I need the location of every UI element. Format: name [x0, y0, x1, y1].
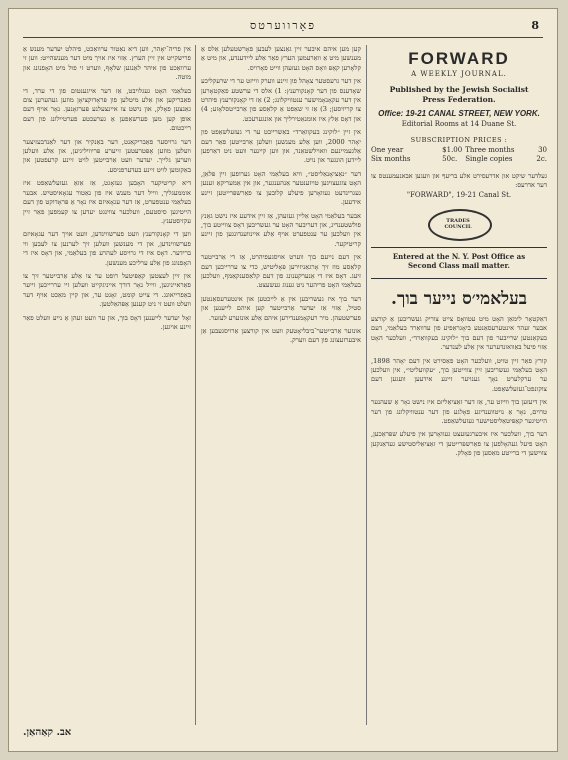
masthead-subtitle: A WEEKLY JOURNAL. [411, 70, 507, 78]
publisher-info [371, 85, 547, 105]
article-title: בעלאמי׳ס נייער בוך. [391, 289, 527, 309]
middle-paragraph: דער בוך איז געשריבען אין אַ לייכטען און אינטערעסאַנטען סטיל, אַזוי אַז יעדער אַרבייטער קען איהם לייענען און פערשטעהן. מיר רעקאָמענדירען איהם אַלע אונזערע לעזער. [201, 294, 361, 322]
union-label-seal [428, 209, 490, 239]
divider [371, 278, 547, 279]
right-column [371, 45, 547, 745]
author-signature: אב. קאַהאַן. [23, 727, 72, 738]
left-column [23, 45, 191, 725]
article-paragraph: דאַקטאָר לימאַן האָט מיט עטוואָס צייט צוריק געשריבען אַ קורצע אבער זעהר אינטערעסאַנטע ביאָגראַפיע פון עדוואַרד בעלאַמי, דעם בעקאַנטען שרייבער פון דעם בוך ״לוקינג בעקוואַרד״, וועלכער האָט אַזוי פיעל באַוואונדערער אין אַלע לענדער. [371, 315, 547, 352]
running-title: פאָרווערטס [250, 19, 316, 32]
middle-paragraph: קען מען איהם איבער זיין גאַנצען לעבען פאָרשטעלען אַלס אַ מענשען מיט אַ וואַרעמען הערץ פאַר אַלע ליידענדע, און מיט אַ קלאָרען קאָפּ וואָס האָט געזעהן ווייט פאָרויס. [201, 45, 361, 72]
price-value: 50c. [442, 155, 458, 163]
left-paragraph: דער גרויסער פאַבריקאַנט, דער באַנקיר און דער לאַנדבעזיצער וועלען מוזען אָפּטרעטען זייערע פּריוויליגיען, און אַלע וועלען ווערען גלייך. יעדער וועט אַרבייטען לויט זיינע קרעפטען און באַקומען לויט זיינע בעדערפניסע. [23, 137, 191, 174]
price-label: Three months [465, 146, 515, 154]
forward-address: "FORWARD", 19-21 Canal St. [406, 191, 512, 199]
left-paragraph: דיא קריטיקער האָבען געזאָגט, אַז אַזאַ געזעלשאַפט איז אוממעגליך, ווייל דער מענש איז פון נאַטור עגאָאיסטיש. אבער בעלאַמי ענטפערט, אַז דער עגאָאיזם איז נאָר אַ פּראָדוקט פון דעם הייטיגען סיסטעם, וועלכער צווינגט יעדען צו קעמפען פאַר זיין עקזיסטענץ. [23, 179, 191, 225]
price-label: Six months [371, 155, 411, 163]
article-paragraph: קורץ פאַר זיין טויט, וועלכער האָט פאַסירט אין דעם יאָהר 1898, האָט בעלאַמי געשריבען זיין צווייטען בוך, ״עקוועליטי״, אין וועלכען ער ערקלערט נאָך גענויער זיינע אידעען וועגען דעם צוקונפט־געזעלשאַפט. [371, 356, 547, 393]
middle-paragraph: אין דעם נייעם בוך ווערט אויסגעפיהרט, אַז די אַרבייטער קלאַסע מוז זיך אָרגאַניזירען פּאָליטיש, כדי צו עררייכען דעם זיעג. דאָס איז די אַנערקענונג פון דעם קלאַסענקאַמף, וועלכען בעלאַמי האָט פריהער ניט גענוג געשעצט. [201, 253, 361, 290]
publisher-line: Published by the Jewish Socialist [389, 85, 529, 94]
publisher-line: Press Federation. [422, 95, 496, 104]
article-paragraph: אין דיעזען בוך ווייזט ער, אַז דער זאַציאַליזם איז נישט נאָר אַ שעהנער טרוים, נאָר אַ נויטווענדיגע פאָלגע פון דער ענטוויקלונג פון דער הייטיגער קאַפּיטאַליסטישער געזעלשאַפט. [371, 398, 547, 426]
article-paragraph: דער בוך, וועלכער איז איבערגעזעצט געוואָרען אין פיעלע שפּראַכען, האָט פיעל געהאָלפען צו פאַרשפּרייטען די זאַציאַליסטישע געדאַנקען צווישען די ברייטע מאַסען פון פאָלק. [371, 430, 547, 458]
page-header [23, 15, 543, 38]
middle-paragraph: אין דער גרעסטער צאָהל פון זיינע ווערק ווייזט ער די שרעקליכע שאָדענס פון דער קאָנקורענץ: 1) אלס די ערשטע פאַקטאָרען אין דער עקאָנאָמישער ענטוויקלונג; 2) אַז די קאָנקורענץ פיהרט צו קריזיסען; 3) אַז זי שאַפט אַ קלאַסע פון אַרבייטסלאָזע; 4) און דאָס אַלץ איז אומנאַטירליך און אונגערעכט. [201, 77, 361, 123]
subscription-prices [371, 146, 547, 164]
middle-paragraph: דער ״נאַציאָנאַליסט״, וויא בעלאַמי האָט גערופען זיין פּלאַן, האָט צוגעצויגען טויזענטער אַנהענגער, און אין אַמעריקאַ זענען געגרינדעט געוואָרען פיעלע קלובען צו פאַרשפּרייטען זיינע אידעען. [201, 169, 361, 207]
postal-entry-line: Entered at the N. Y. Post Office as [392, 252, 526, 261]
page-number: 8 [531, 19, 539, 32]
editorial-rooms: Editorial Rooms at 14 Duane St. [401, 120, 517, 128]
subscription-heading: SUBSCRIPTION PRICES : [410, 136, 508, 144]
price-value: $1.00 [442, 146, 463, 154]
price-label: One year [371, 146, 404, 154]
postal-entry [371, 252, 547, 270]
left-paragraph: אין פריה־יאָהר, ווען דיא נאַטור ערוואַכט, פיהלט יעדער מענש אַ פרישקייט אין זיין הערץ. אַזוי איז אויך מיט דער מענשהייט: ווען זי ערוואַכט פון איהר לאַנגען שלאָף, ווערט זי פול מיט האָפנונג און מוטה. [23, 45, 191, 82]
middle-paragraph: אבער בעלאַמי האָט אַליין געזעהן, אַז זיין אידעע איז נישט גאַנץ פולשטענדיג, און דעריבער האָט ער געשריבען דאָס צווייטע בוך, אין וועלכען ער ענטפערט אויף אַלע איינווענדונגען פון זיינע קריטיקער. [201, 211, 361, 248]
newspaper-page [8, 8, 558, 752]
price-label: Single copies [465, 155, 513, 163]
address-note: געלדער שיקט און אדרעסירט אלע בריעף און וועגען אבאנעמענטס צו דער אדרעס: [371, 172, 547, 189]
middle-paragraph: אונזער אַרבייטער־ביבליאָטעק וועט אין קורצען אַרויסגעבען אַן איבערזעצונג פון דעם ווערק. [201, 326, 361, 345]
divider [371, 247, 547, 248]
middle-column [195, 45, 367, 725]
price-value: 30 [538, 146, 547, 154]
middle-paragraph: אין זיין ״לוקינג בעקוואַרד״ באַשרייבט ער די געזעלשאַפט פון יאָהר 2000, ווען אַלע מענשען וועלען אַרבייטען פאַר דעם אַלגעמיינעם וואוילשטאַנד, און ווען קיינער וועט ניט דאַרפען ליידען הונגער און נויט. [201, 128, 361, 165]
office-address: Office: 19-21 CANAL STREET, NEW YORK. [378, 109, 540, 118]
seal-text: TRADES COUNCIL [444, 218, 472, 230]
left-paragraph: ווען די קאָנקורענץ וועט פערשווינדען, וועט אויך דער עגאָאיזם פערשווינדען, און די מענשען וועלען זיך לערנען צו לעבען ווי ברידער. דאָס איז די גרויסע לעהרע פון בעלאַמי, און דאָס איז די האָפנונג פון אַלע ערליכע מענשען. [23, 230, 191, 267]
postal-entry-line: Second Class mail matter. [408, 261, 510, 270]
left-paragraph: זאָל יעדער לייענען דאָס בוך, און ער וועט זעהן אַ נייע וועלט פאַר זיינע אויגען. [23, 313, 191, 331]
masthead-title: FORWARD [408, 49, 510, 68]
price-value: 2c. [536, 155, 547, 163]
left-paragraph: אין זיין לעצטען קאַפּיטעל רופט ער צו אַלע אַרבייטער זיך צו פאַראייניגען, ווייל נאָר דורך אייניגקייט וועלען זיי עררייכען זייער באַפרייאונג. די צייט קומט, זאָגט ער, און קיין מאַכט אויף דער וועלט וועט זי ניט קענען אָפּהאַלטען. [23, 271, 191, 309]
left-paragraph: בעלאַמי האָט געגלויבט, אַז דער אייגענטום פון די ערד, די פאַבריקען און אַלע מיטלען פון פּראָדוקציאָן מוזען געהערען צום גאַנצען פאָלק, און נישט צו איינצעלנע פּערזאָנען. נאָר אויף דעם אופן קען מען פערשאַפען אַ גערעכטע פערטיילונג פון דעם רייכטום. [23, 86, 191, 133]
